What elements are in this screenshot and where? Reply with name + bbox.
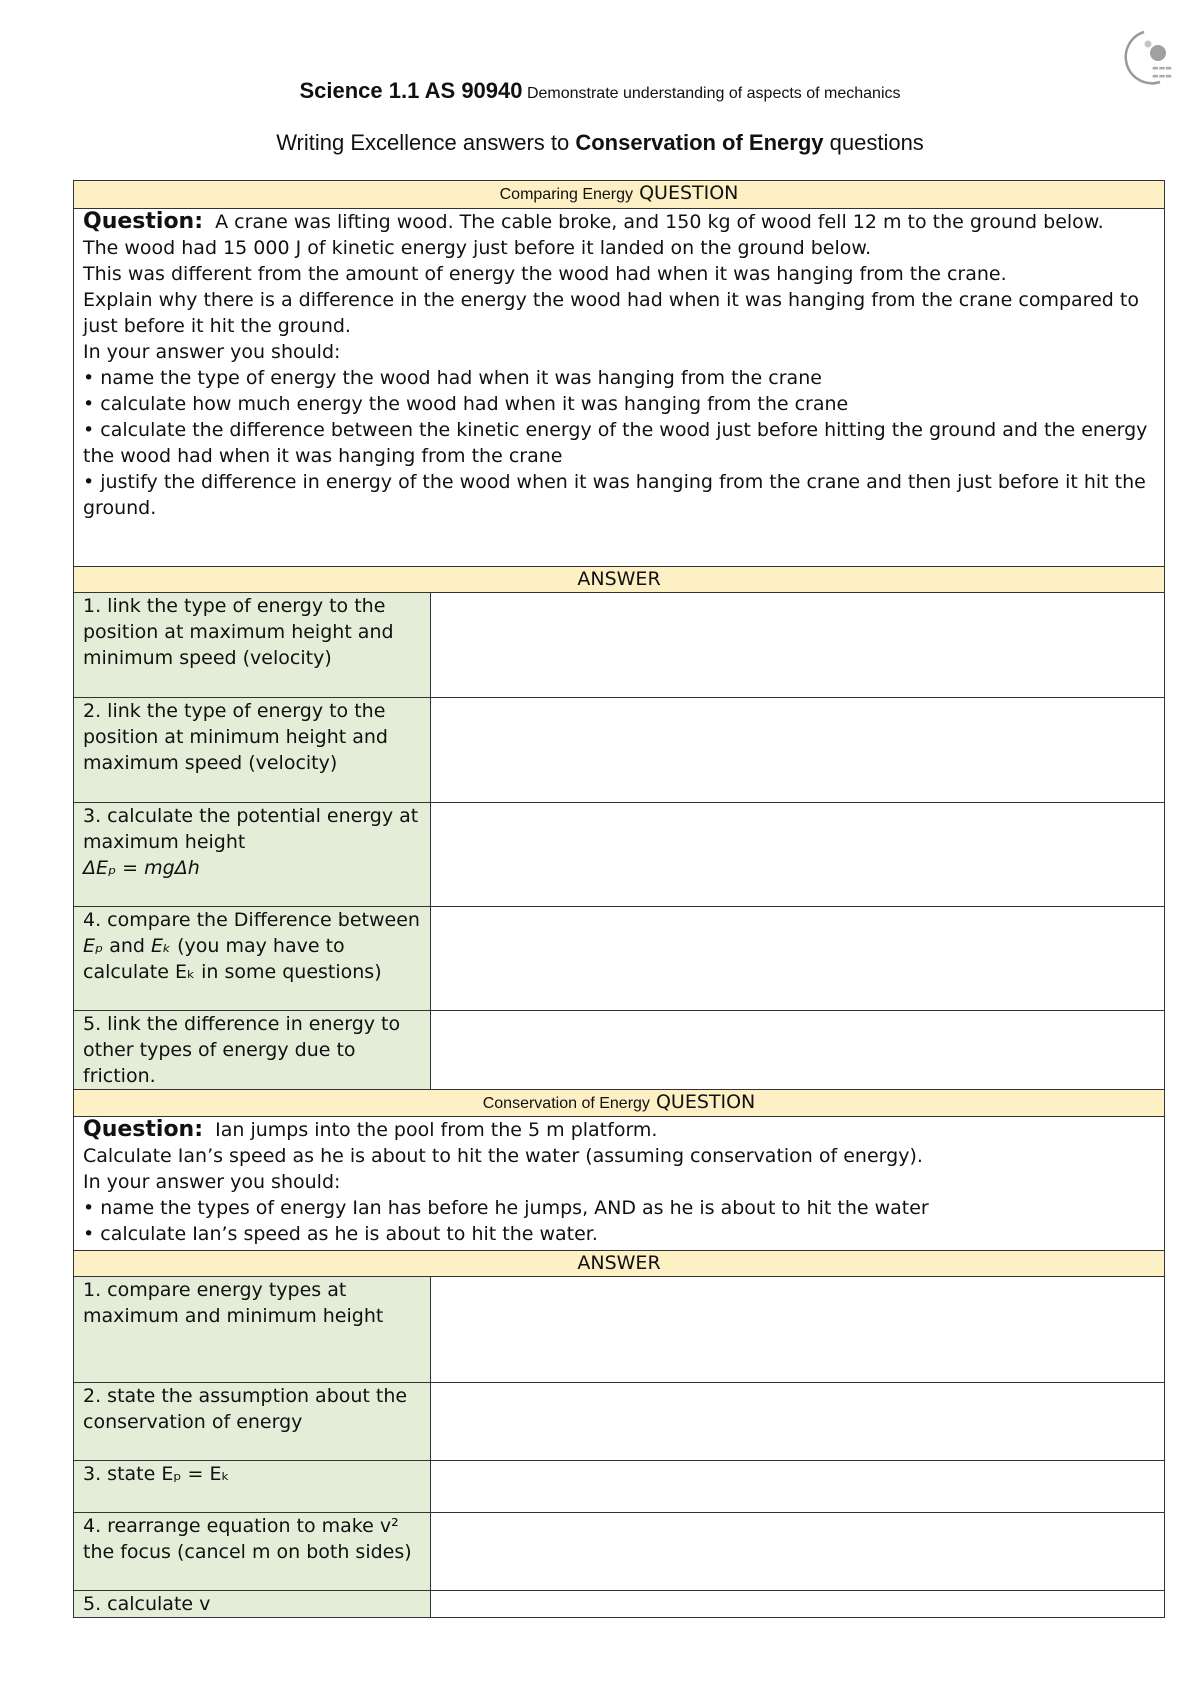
question-line: The wood had 15 000 J of kinetic energy just before it landed on the ground below. xyxy=(83,237,872,259)
step-prompt: 5. link the difference in energy to other types of energy due to friction. xyxy=(74,1011,431,1090)
answer-cell[interactable] xyxy=(431,1461,1165,1513)
svg-text:▬▬▬: ▬▬▬ xyxy=(1152,72,1172,80)
step-prompt xyxy=(74,803,431,907)
answer-cell[interactable] xyxy=(431,1011,1165,1090)
step-symbol: Eₚ xyxy=(83,935,104,957)
step-prompt: 2. state the assumption about the conservation of energy xyxy=(74,1383,431,1461)
question-bullet: • justify the difference in energy of the wood when it was hanging from the crane and then just before it hit the ground. xyxy=(83,471,1146,519)
section2-header-row xyxy=(74,1090,1165,1117)
svg-text:▬▬▬: ▬▬▬ xyxy=(1152,64,1172,72)
worksheet-table xyxy=(73,180,1165,1618)
section1-header-row xyxy=(74,181,1165,209)
step-text: 3. calculate the potential energy at maximum height xyxy=(83,805,419,853)
question-label: Question: xyxy=(83,209,204,234)
section2-question xyxy=(74,1117,1165,1251)
title-rest: Demonstrate understanding of aspects of mechanics xyxy=(526,85,901,102)
section1-question xyxy=(74,209,1165,567)
step-prompt: 3. state Eₚ = Eₖ xyxy=(74,1461,431,1513)
question-bullet: • calculate the difference between the kinetic energy of the wood just before hitting the ground and the energy the wood had when it was hanging from the crane xyxy=(83,419,1148,467)
section2-step-row xyxy=(74,1461,1165,1513)
section2-answer-header-row xyxy=(74,1251,1165,1277)
step-prompt: 1. link the type of energy to the position at maximum height and minimum speed (velocity) xyxy=(74,593,431,698)
answer-cell[interactable] xyxy=(431,803,1165,907)
subtitle-pre: Writing Excellence answers to xyxy=(276,130,576,155)
section1-step-row xyxy=(74,803,1165,907)
section1-step-row xyxy=(74,698,1165,803)
section2-header-label: Conservation of Energy xyxy=(482,1095,650,1112)
subtitle-bold: Conservation of Energy xyxy=(575,130,824,155)
step-text: and xyxy=(103,935,151,957)
section2-header-caps: QUESTION xyxy=(655,1091,756,1113)
step-prompt: 5. calculate v xyxy=(74,1591,431,1618)
section1-step-row xyxy=(74,1011,1165,1090)
step-prompt: 1. compare energy types at maximum and minimum height xyxy=(74,1277,431,1383)
question-line: In your answer you should: xyxy=(83,341,341,363)
section2-step-row xyxy=(74,1513,1165,1591)
step-formula: ΔEₚ = mgΔh xyxy=(83,857,200,879)
section2-answer-header: ANSWER xyxy=(74,1251,1165,1277)
step-prompt: 2. link the type of energy to the position at minimum height and maximum speed (velocity) xyxy=(74,698,431,803)
section1-step-row xyxy=(74,907,1165,1011)
subtitle-post: questions xyxy=(823,130,924,155)
step-text: (you may have to calculate Eₖ in some questions) xyxy=(83,935,382,983)
question-label: Question: xyxy=(83,1117,204,1142)
answer-cell[interactable] xyxy=(431,698,1165,803)
question-line: In your answer you should: xyxy=(83,1171,341,1193)
section2-header xyxy=(74,1090,1165,1117)
question-line: Explain why there is a difference in the energy the wood had when it was hanging from the crane compared to just before it hit the ground. xyxy=(83,289,1139,337)
step-prompt xyxy=(74,907,431,1011)
question-line: This was different from the amount of energy the wood had when it was hanging from the crane. xyxy=(83,263,1007,285)
section1-header-caps: QUESTION xyxy=(639,182,739,204)
document-subtitle xyxy=(0,130,1200,156)
answer-cell[interactable] xyxy=(431,907,1165,1011)
question-bullet: • name the type of energy the wood had when it was hanging from the crane xyxy=(83,367,822,389)
section2-step-row xyxy=(74,1383,1165,1461)
section2-step-row xyxy=(74,1591,1165,1618)
question-line: Ian jumps into the pool from the 5 m platform. xyxy=(215,1119,658,1141)
answer-cell[interactable] xyxy=(431,1591,1165,1618)
title-bold: Science 1.1 AS 90940 xyxy=(299,78,523,103)
section2-step-row xyxy=(74,1277,1165,1383)
step-prompt: 4. rearrange equation to make v² the focus (cancel m on both sides) xyxy=(74,1513,431,1591)
section1-answer-header: ANSWER xyxy=(74,567,1165,593)
question-line: A crane was lifting wood. The cable broke, and 150 kg of wood fell 12 m to the ground below. xyxy=(215,211,1104,233)
question-line: Calculate Ian’s speed as he is about to hit the water (assuming conservation of energy). xyxy=(83,1145,923,1167)
answer-cell[interactable] xyxy=(431,1383,1165,1461)
section1-answer-header-row xyxy=(74,567,1165,593)
question-bullet: • name the types of energy Ian has before he jumps, AND as he is about to hit the water xyxy=(83,1197,929,1219)
answer-cell[interactable] xyxy=(431,1277,1165,1383)
answer-cell[interactable] xyxy=(431,1513,1165,1591)
section2-question-row xyxy=(74,1117,1165,1251)
section1-question-row xyxy=(74,209,1165,567)
document-title xyxy=(0,78,1200,104)
step-symbol: Eₖ xyxy=(150,935,172,957)
section1-header xyxy=(74,181,1165,209)
step-text: 4. compare the Difference between xyxy=(83,909,420,931)
question-bullet: • calculate how much energy the wood had when it was hanging from the crane xyxy=(83,393,849,415)
question-bullet: • calculate Ian’s speed as he is about to hit the water. xyxy=(83,1223,598,1245)
answer-cell[interactable] xyxy=(431,593,1165,698)
section1-header-label: Comparing Energy xyxy=(499,186,634,203)
section1-step-row xyxy=(74,593,1165,698)
